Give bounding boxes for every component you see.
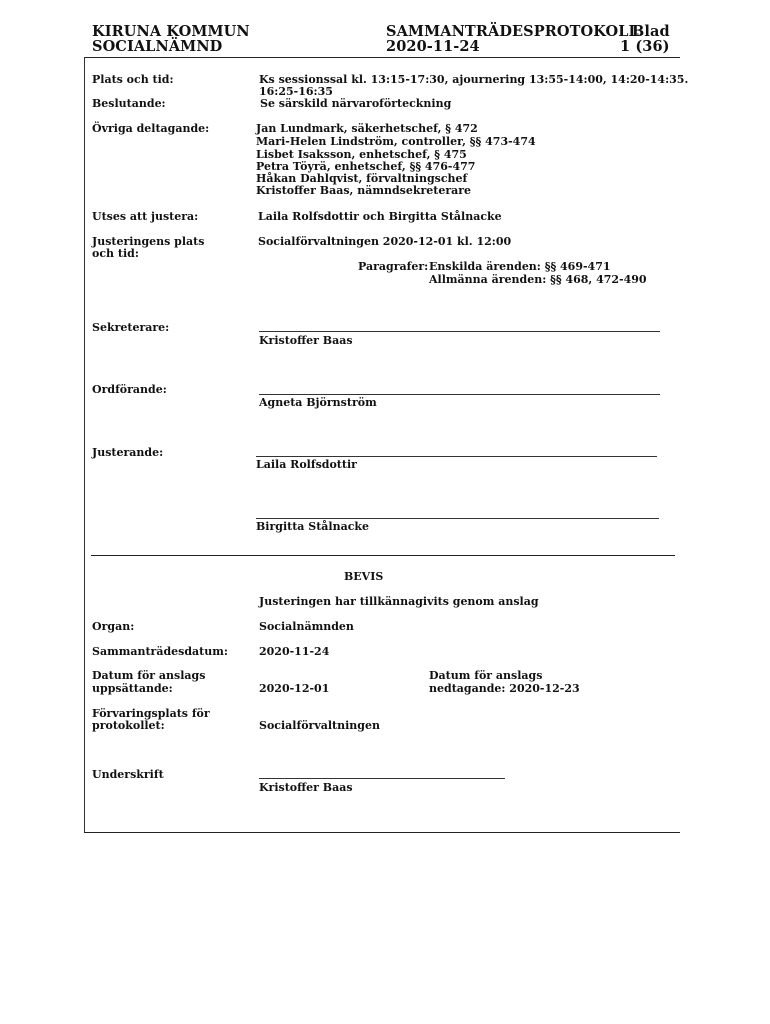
page-number: 1 (36) xyxy=(620,38,670,55)
org-name: KIRUNA KOMMUN xyxy=(92,23,250,40)
participant-item: Håkan Dahlqvist, förvaltningschef xyxy=(256,172,468,185)
place-time-value: Ks sessionssal kl. 13:15-17:30, ajournering 13:55-14:00, 14:20-14:35. xyxy=(259,73,689,86)
adjusters-label: Utses att justera: xyxy=(92,210,199,223)
removed-date-value: nedtagande: 2020-12-23 xyxy=(429,682,580,695)
bevis-statement: Justeringen har tillkännagivits genom anslag xyxy=(259,595,539,608)
paragraphs-open: Allmänna ärenden: §§ 468, 472-490 xyxy=(429,273,647,286)
organ-value: Socialnämnden xyxy=(259,620,354,633)
chair-signature-line xyxy=(259,394,660,395)
form-left-border xyxy=(84,57,85,833)
document-date: 2020-11-24 xyxy=(386,38,480,55)
bevis-title: BEVIS xyxy=(344,570,384,583)
participant-item: Jan Lundmark, säkerhetschef, § 472 xyxy=(256,122,478,135)
secretary-name: Kristoffer Baas xyxy=(259,334,353,347)
chair-name: Agneta Björnström xyxy=(259,396,377,409)
signature-label: Underskrift xyxy=(92,768,164,781)
adjusters-value: Laila Rolfsdottir och Birgitta Stålnacke xyxy=(258,210,502,223)
page-label: Blad xyxy=(632,23,670,40)
decision-makers-value: Se särskild närvaroförteckning xyxy=(260,97,452,110)
posted-date-label-cont: uppsättande: xyxy=(92,682,173,695)
committee-name: SOCIALNÄMND xyxy=(92,38,223,55)
bevis-signature-line xyxy=(259,778,505,779)
place-time-value-cont: 16:25-16:35 xyxy=(259,85,333,98)
meeting-date-value: 2020-11-24 xyxy=(259,645,330,658)
organ-label: Organ: xyxy=(92,620,135,633)
other-participants-label: Övriga deltagande: xyxy=(92,122,210,135)
bevis-signature-name: Kristoffer Baas xyxy=(259,781,353,794)
posted-date-label: Datum för anslags xyxy=(92,669,206,682)
decision-makers-label: Beslutande: xyxy=(92,97,166,110)
removed-date-label: Datum för anslags xyxy=(429,669,543,682)
participant-item: Lisbet Isaksson, enhetschef, § 475 xyxy=(256,148,467,161)
adjusters-signature-label: Justerande: xyxy=(92,446,164,459)
adjust-place-value: Socialförvaltningen 2020-12-01 kl. 12:00 xyxy=(258,235,512,248)
header-divider xyxy=(84,57,680,58)
paragraphs-closed: Enskilda ärenden: §§ 469-471 xyxy=(429,260,611,273)
section-divider xyxy=(91,555,675,556)
participant-item: Mari-Helen Lindström, controller, §§ 473-474 xyxy=(256,135,536,148)
storage-label: Förvaringsplats för xyxy=(92,707,210,720)
posted-date-value: 2020-12-01 xyxy=(259,682,330,695)
form-bottom-border xyxy=(84,832,680,833)
storage-label-cont: protokollet: xyxy=(92,719,165,732)
participant-item: Kristoffer Baas, nämndsekreterare xyxy=(256,184,472,197)
adjuster1-signature-line xyxy=(256,456,657,457)
secretary-label: Sekreterare: xyxy=(92,321,170,334)
adjuster2-name: Birgitta Stålnacke xyxy=(256,520,370,533)
adjuster1-name: Laila Rolfsdottir xyxy=(256,458,357,471)
storage-value: Socialförvaltningen xyxy=(259,719,380,732)
adjust-place-label: Justeringens plats xyxy=(92,235,205,248)
participant-item: Petra Töyrä, enhetschef, §§ 476-477 xyxy=(256,160,476,173)
place-time-label: Plats och tid: xyxy=(92,73,174,86)
adjuster2-signature-line xyxy=(256,518,659,519)
meeting-date-label: Sammanträdesdatum: xyxy=(92,645,228,658)
adjust-place-label-cont: och tid: xyxy=(92,247,139,260)
paragraphs-label: Paragrafer: xyxy=(358,260,429,273)
document-type: SAMMANTRÄDESPROTOKOLL xyxy=(386,23,639,40)
secretary-signature-line xyxy=(259,331,660,332)
chair-label: Ordförande: xyxy=(92,383,167,396)
